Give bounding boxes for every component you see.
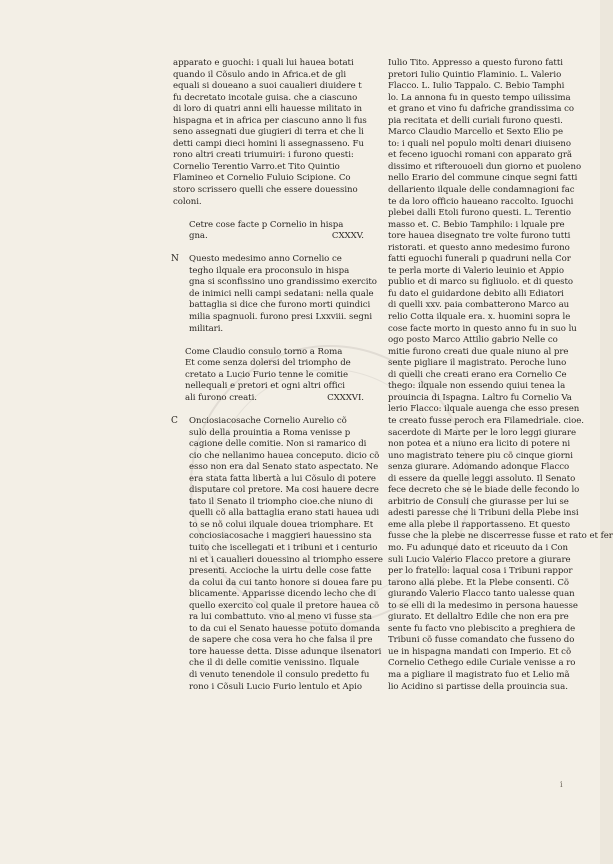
text-line: equali si doueano a suoi caualieri diuidere t — [173, 81, 362, 92]
text-line: sacerdote di Marte per le loro leggi giurare — [388, 427, 577, 438]
text-line: disputare col pretore. Ma cosi hauere decre — [189, 485, 379, 496]
text-line: lio Acidino si partisse della prouincia sua. — [388, 681, 568, 692]
text-line: seno assegnati due giugieri di terra et che li — [173, 127, 364, 138]
text-line: tore hauesse detta. Disse adunque ilsenatori — [189, 646, 382, 657]
text-line: milia spagnuoli. furono presi Lxxviii. segni — [189, 312, 373, 323]
right-column-paragraph — [388, 58, 613, 693]
text-line: thego: ilquale non essendo quiui tenea la — [388, 381, 566, 392]
text-line: cio che nellanimo hauea conceputo. dicio cõ — [189, 450, 380, 461]
text-line: sente pigliare il magistrato. Peroche luno — [388, 358, 567, 369]
text-line: quelli cõ alla battaglia erano stati hauea udi — [189, 508, 380, 519]
text-line: fatti eguochi funerali p quadruni nella Cor — [388, 254, 571, 265]
text-line: Onciosiacosache Cornelio Aurelio cõ — [189, 415, 347, 426]
text-line: Questo medesimo anno Cornelio ce — [189, 254, 342, 265]
text-line: apparato e guochi: i quali lui hauea botati — [173, 58, 354, 68]
text-line: publio et di marco su figliuolo. et di questo — [388, 277, 574, 288]
text-line: fusse che la plebe ne discerresse fusse et rato et fer — [388, 531, 613, 542]
text-line: suli Lucio Valerio Flacco pretore a giurare — [388, 554, 571, 565]
text-line: battaglia si dice che furono morti quindici — [189, 300, 371, 311]
text-line: che il di delle comitie venissino. Ilquale — [189, 658, 360, 669]
text-line: de inimici nelli campi sedatani: nella quale — [189, 288, 374, 299]
text-line: ra lui combattuto. vno al meno vi fusse sta — [189, 612, 372, 623]
text-line: non potea et a niuno era licito di potere ni — [388, 439, 571, 450]
rubric-line: cretato a Lucio Furio tenne le comitie — [185, 369, 349, 380]
text-line: te creato fusse peroch era Filamedriale. cioe. — [388, 415, 584, 426]
text-line: fu decretato incotale guisa. che a ciascuno — [173, 92, 358, 103]
text-line: pretori Iulio Quintio Flaminio. L. Valerio — [388, 69, 562, 80]
text-line: quello exercito col quale il pretore hauea cõ — [189, 600, 380, 611]
text-line: giurato. Et dellaltro Edile che non era pre — [388, 612, 569, 623]
text-line: masso et. C. Bebio Tamphilo: i lquale pre — [388, 219, 565, 230]
text-line: te perla morte di Valerio leuinio et Appio — [388, 265, 564, 276]
text-line: ma a pigliare il magistrato fuo et Lelio mã — [388, 669, 570, 680]
text-line: adesti paresse che li Tribuni della Plebe insi — [388, 508, 579, 519]
text-line: ue in hispagna mandati con Imperio. Et cõ — [388, 646, 572, 657]
text-line: blicamente. Apparisse dicendo lecho che di — [189, 589, 377, 600]
text-line: tore hauea disegnato tre volte furono tutti — [388, 231, 571, 242]
left-text-column — [171, 58, 383, 693]
text-line: to se nõ colui ilquale douea triomphare. Et — [189, 519, 374, 530]
text-line: Flacco. L. Iulio Tappalo. C. Bebio Tamphi — [388, 81, 565, 92]
text-line: relio Cotta ilquale era. x. huomini sopra le — [388, 312, 571, 323]
text-line: te da loro officio haueano raccolto. Iguochi — [388, 196, 574, 207]
text-line: plebei dalli Etoli furono questi. L. Terentio — [388, 208, 571, 219]
text-line: rono altri creati triumuiri: i furono questi: — [173, 150, 354, 161]
text-line: Tribuni cõ fusse comandato che fusseno do — [388, 635, 575, 646]
text-line: hispagna et in africa per ciascuno anno li fus — [173, 115, 367, 126]
text-line: to da cui el Senato hauesse potuto domanda — [189, 623, 381, 634]
text-line: tarono alla plebe. Et la Plebe consenti. Cõ — [388, 577, 569, 588]
text-line: et grano et vino fu dafriche grandissima co — [388, 104, 574, 115]
text-line: eme alla plebe il rapportasseno. Et questo — [388, 519, 570, 530]
right-text-column — [388, 58, 613, 693]
text-line: di essere da quelle leggi assoluto. Il Senato — [388, 473, 576, 484]
rubric-line: nellequali e pretori et ogni altri offici — [185, 381, 345, 392]
text-line: fece decreto che se le biade delle fecondo lo — [388, 485, 580, 496]
text-line: militari. — [189, 323, 224, 334]
text-line: Marco Claudio Marcello et Sexto Elio pe — [388, 127, 563, 138]
text-line: dellariento ilquale delle condamnagioni fac — [388, 185, 575, 196]
chapter-number: CXXXVI. — [327, 392, 364, 403]
text-line: gna si sconfissino uno grandissimo exercito — [189, 277, 377, 288]
text-line: arbitrio de Consuli che giurasse per lui se — [388, 496, 569, 507]
text-line: rono i Cõsuli Lucio Furio lentulo et Apio — [189, 681, 362, 692]
rubric-word: gna. — [189, 231, 208, 242]
text-line: quando il Cõsulo ando in Africa.et de gli — [173, 69, 347, 80]
rubric-chapter-136 — [173, 347, 368, 405]
text-line: Cornelio Terentio Varro.et Tito Quintio — [173, 161, 340, 172]
text-line: da colui da cui tanto honore si douea fare pu — [189, 577, 383, 588]
text-line: pia recitata et delli curiali furono questi. — [388, 115, 563, 126]
text-line: ni et i caualieri douessino al triompho essere — [189, 554, 383, 565]
text-line: to: i quali nel populo molti denari diuiseno — [388, 138, 571, 149]
text-line: per lo fratello: laqual cosa i Tribuni rappor — [388, 566, 573, 577]
text-line: lerio Flacco: ilquale auenga che esso presen — [388, 404, 580, 415]
text-line: di loro di quatri anni elli hauesse militato in — [173, 104, 363, 115]
text-line: prouincia di Ispagna. Laltro fu Cornelio Va — [388, 392, 572, 403]
rubric-line: Come Claudio consulo torno a Roma — [185, 346, 343, 357]
opening-paragraph — [173, 58, 368, 208]
text-line: storo scrissero quelli che essere douessino — [173, 185, 358, 196]
text-line: sente fu facto vno plebiscito a preghiera de — [388, 623, 576, 634]
text-line: tuito che iscellegati et i tribuni et i centurio — [189, 542, 378, 553]
rubric-word: ali furono creati. — [185, 392, 257, 403]
text-line: ogo posto Marco Attilio gabrio Nelle co — [388, 335, 558, 346]
text-line: Flamineo et Cornelio Fuluio Scipione. Co — [173, 173, 351, 184]
text-line: di quelli che creati erano era Cornelio Ce — [388, 369, 567, 380]
text-line: ristorati. et questo anno medesimo furono — [388, 242, 570, 253]
text-line: et feceno iguochi romani con apparato grã — [388, 150, 573, 161]
text-line: cagione delle comitie. Non si ramarico di — [189, 439, 367, 450]
text-line: fu dato el guidardone debito alli Ediatori — [388, 288, 564, 299]
text-line: to se elli di la medesimo in persona hauesse — [388, 600, 578, 611]
text-line: lo. La annona fu in questo tempo uilissima — [388, 92, 571, 103]
text-line: Iulio Tito. Appresso a questo furono fatti — [388, 58, 563, 68]
text-line: tato il Senato il triompho cioe.che niuno di — [189, 496, 373, 507]
text-line: coloni. — [173, 196, 202, 207]
rubric-line: Cetre cose facte p Cornelio in hispa — [189, 219, 344, 230]
text-line: giurando Valerio Flacco tanto ualesse quan — [388, 589, 575, 600]
chapter-number: CXXXV. — [331, 231, 364, 242]
text-line: sulo della prouintia a Roma venisse p — [189, 427, 351, 438]
text-line: cose facte morto in questo anno fu in suo lu — [388, 323, 577, 334]
guide-letter-initial: N — [171, 254, 179, 265]
paragraph-chapter-136 — [171, 415, 383, 693]
text-line: tegho ilquale era proconsulo in hispa — [189, 265, 350, 276]
rubric-line — [173, 231, 368, 243]
text-line: dissimo et rifterouoeli dun giorno et puoleno — [388, 161, 582, 172]
rubric-line — [185, 393, 368, 405]
text-line: presenti. Accioche la uirtu delle cose fatte — [189, 566, 372, 577]
text-line: uno magistrato tenere piu cõ cinque giorni — [388, 450, 573, 461]
rubric-chapter-135 — [173, 220, 368, 243]
text-line: mo. Fu adunque dato et riceuuto da i Con — [388, 542, 568, 553]
text-line: di venuto tenendole il consulo predetto fu — [189, 669, 370, 680]
text-line: nello Erario del commune cinque segni fatti — [388, 173, 578, 184]
text-line: senza giurare. Adomando adonque Flacco — [388, 462, 570, 473]
paragraph-body — [173, 415, 383, 693]
paragraph-chapter-135 — [171, 254, 377, 335]
text-line: conciosiacosache i maggieri hauessino sta — [189, 531, 372, 542]
text-line: esso non era dal Senato stato aspectato. Ne — [189, 462, 379, 473]
signature-mark: i — [560, 780, 563, 789]
text-line: detti campi dieci homini li assegnasseno. Fu — [173, 138, 364, 149]
text-line: di quelli xxv. paia combatterono Marco au — [388, 300, 570, 311]
paragraph-body — [173, 254, 377, 335]
text-line: mitie furono creati due quale niuno al pre — [388, 346, 569, 357]
text-line: Cornelio Cethego edile Curiale venisse a ro — [388, 658, 576, 669]
rubric-line: Et come senza dolersi del triompho de — [185, 358, 351, 369]
guide-letter-initial: C — [171, 415, 178, 426]
text-line: era stata fatta libertà a lui Cõsulo di potere — [189, 473, 376, 484]
text-line: de sapere che cosa vera ho che falsa il pre — [189, 635, 373, 646]
